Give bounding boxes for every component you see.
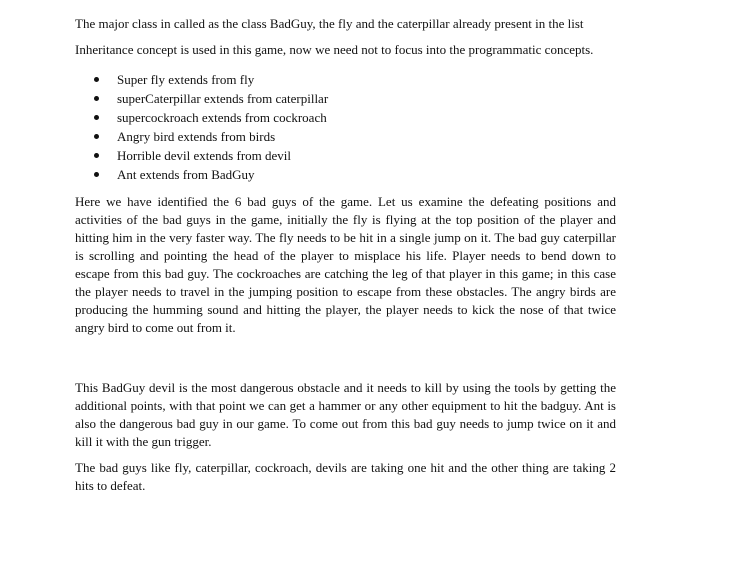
list-item	[75, 70, 616, 89]
paragraph-hits-to-defeat: The bad guys like fly, caterpillar, cockroach, devils are taking one hit and the other thing are taking 2 hits to defeat.	[75, 460, 616, 493]
list-item-text: supercockroach extends from cockroach	[117, 110, 327, 125]
bullet-icon	[94, 153, 99, 158]
list-item-text: Ant extends from BadGuy	[117, 167, 255, 182]
bullet-icon	[94, 77, 99, 82]
list-item	[75, 127, 616, 146]
list-item	[75, 165, 616, 184]
list-item	[75, 108, 616, 127]
paragraph-spacer	[75, 33, 616, 41]
list-item-text: Horrible devil extends from devil	[117, 148, 292, 163]
bullet-icon	[94, 115, 99, 120]
paragraph-inheritance: Inheritance concept is used in this game, now we need not to focus into the programmatic concepts.	[75, 42, 594, 57]
bullet-icon	[94, 134, 99, 139]
bullet-list	[75, 70, 616, 184]
bullet-icon	[94, 96, 99, 101]
bullet-icon	[94, 172, 99, 177]
list-item-text: Angry bird extends from birds	[117, 129, 276, 144]
paragraph-spacer	[75, 337, 616, 379]
paragraph-devil-and-ant: This BadGuy devil is the most dangerous obstacle and it needs to kill by using the tools by getting the additional points, with that point we can get a hammer or any other equipment to hit the badguy. Ant is also the dangerous bad guy in our game. To come out from this bad guy needs to jump twice on it and kill it with the gun trigger.	[75, 380, 616, 449]
document-page	[75, 15, 616, 495]
paragraph-class-badguy: The major class in called as the class BadGuy, the fly and the caterpillar already present in the list	[75, 16, 584, 31]
paragraph-spacer	[75, 451, 616, 459]
list-item-text: superCaterpillar extends from caterpillar	[117, 91, 329, 106]
list-item	[75, 89, 616, 108]
paragraph-bad-guys-overview: Here we have identified the 6 bad guys of the game. Let us examine the defeating positions and activities of the bad guys in the game, initially the fly is flying at the top position of the player and hitting him in the very faster way. The fly needs to be hit in a single jump on it. The bad guy caterpillar is scrolling and pointing the head of the player to misplace his life. Player needs to bend down to escape from this bad guy. The cockroaches are catching the leg of that player in this game; in this case the player needs to travel in the jumping position to escape from these obstacles. The angry birds are producing the humming sound and hitting the player, the player needs to kick the nose of that twice angry bird to come out from it.	[75, 194, 616, 335]
list-item-text: Super fly extends from fly	[117, 72, 255, 87]
list-item	[75, 146, 616, 165]
